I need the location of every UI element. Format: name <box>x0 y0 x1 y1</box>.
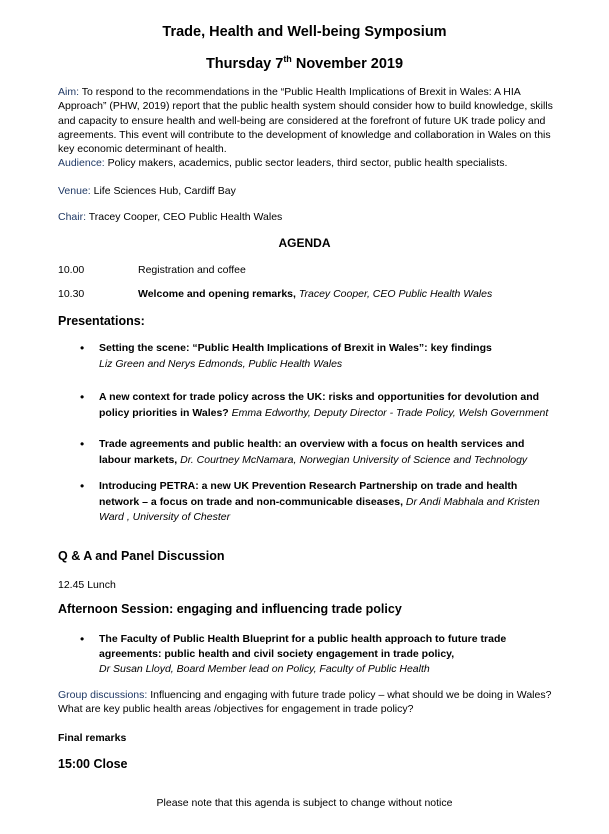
venue-label: Venue: <box>58 185 91 197</box>
presentation-item: Setting the scene: “Public Health Implications of Brexit in Wales”: key findings Liz Green and Nerys Edmonds, Public Health Wales <box>99 342 492 370</box>
presentations-heading: Presentations: <box>58 314 145 328</box>
venue-line: Venue: Life Sciences Hub, Cardiff Bay <box>58 185 236 197</box>
agenda-time: 10.00 <box>58 264 85 276</box>
presentation-item: Trade agreements and public health: an overview with a focus on health services and labour markets, Dr. Courtney McNamara, Norwegian University of Science and Technology <box>99 438 528 466</box>
bullet-icon: • <box>80 632 85 646</box>
aim-label: Aim: <box>58 86 79 98</box>
audience-text: Policy makers, academics, public sector leaders, third sector, public health specialists. <box>104 157 508 170</box>
afternoon-item: The Faculty of Public Health Blueprint for a public health approach to future trade agreements: public health and civil society engagement in trade policy, Dr Susan Lloyd, Board Member lead on Policy, Faculty of Public Health <box>99 633 507 675</box>
presentation-item: A new context for trade policy across the UK: risks and opportunities for devolution and policy priorities in Wales? Emma Edworthy, Deputy Director - Trade Policy, Welsh Government <box>99 391 549 419</box>
audience-label: Audience: <box>58 157 105 170</box>
chair-line: Chair: Tracey Cooper, CEO Public Health Wales <box>58 211 283 223</box>
group-label: Group discussions: <box>58 689 148 701</box>
qa-heading: Q & A and Panel Discussion <box>58 549 225 563</box>
close-line: 15:00 Close <box>58 757 128 771</box>
chair-label: Chair: <box>58 211 87 223</box>
final-remarks: Final remarks <box>58 732 127 744</box>
lunch-line: 12.45 Lunch <box>58 579 116 591</box>
agenda-item: Welcome and opening remarks, Tracey Cooper, CEO Public Health Wales <box>138 288 493 300</box>
bullet-icon: • <box>80 390 85 404</box>
presentation-item: Introducing PETRA: a new UK Prevention Research Partnership on trade and health network – a focus on trade and non-communicable diseases, Dr Andi Mabhala and Kristen Ward , University of Chester <box>99 480 540 523</box>
bullet-icon: • <box>80 341 85 355</box>
footer-note: Please note that this agenda is subject to change without notice <box>156 797 453 809</box>
document-title: Trade, Health and Well-being Symposium <box>162 24 447 40</box>
afternoon-heading: Afternoon Session: engaging and influencing trade policy <box>58 602 402 616</box>
aim-text: To respond to the recommendations in the “Public Health Implications of Brexit in Wales: A HIA Approach” (PHW, 2019) report that the public health system should consider how to build knowledge, skills and capacity to ensure health and well-being are considered at the forefront of future UK trade policy and agreements. This event will contribute to the development of knowledge and collaboration in Wales on this key economic determinant of health. <box>58 86 553 156</box>
bullet-icon: • <box>80 479 85 493</box>
event-date: Thursday 7th November 2019 <box>205 54 404 72</box>
aim-paragraph <box>58 85 558 171</box>
agenda-item-title: Registration and coffee <box>138 264 246 276</box>
agenda-heading: AGENDA <box>278 236 331 250</box>
bullet-icon: • <box>80 437 85 451</box>
agenda-time: 10.30 <box>58 288 85 300</box>
group-discussions: Group discussions: Influencing and engaging with future trade policy – what should we be doing in Wales? What are key public health areas /objectives for engagement in trade policy? <box>58 689 552 716</box>
